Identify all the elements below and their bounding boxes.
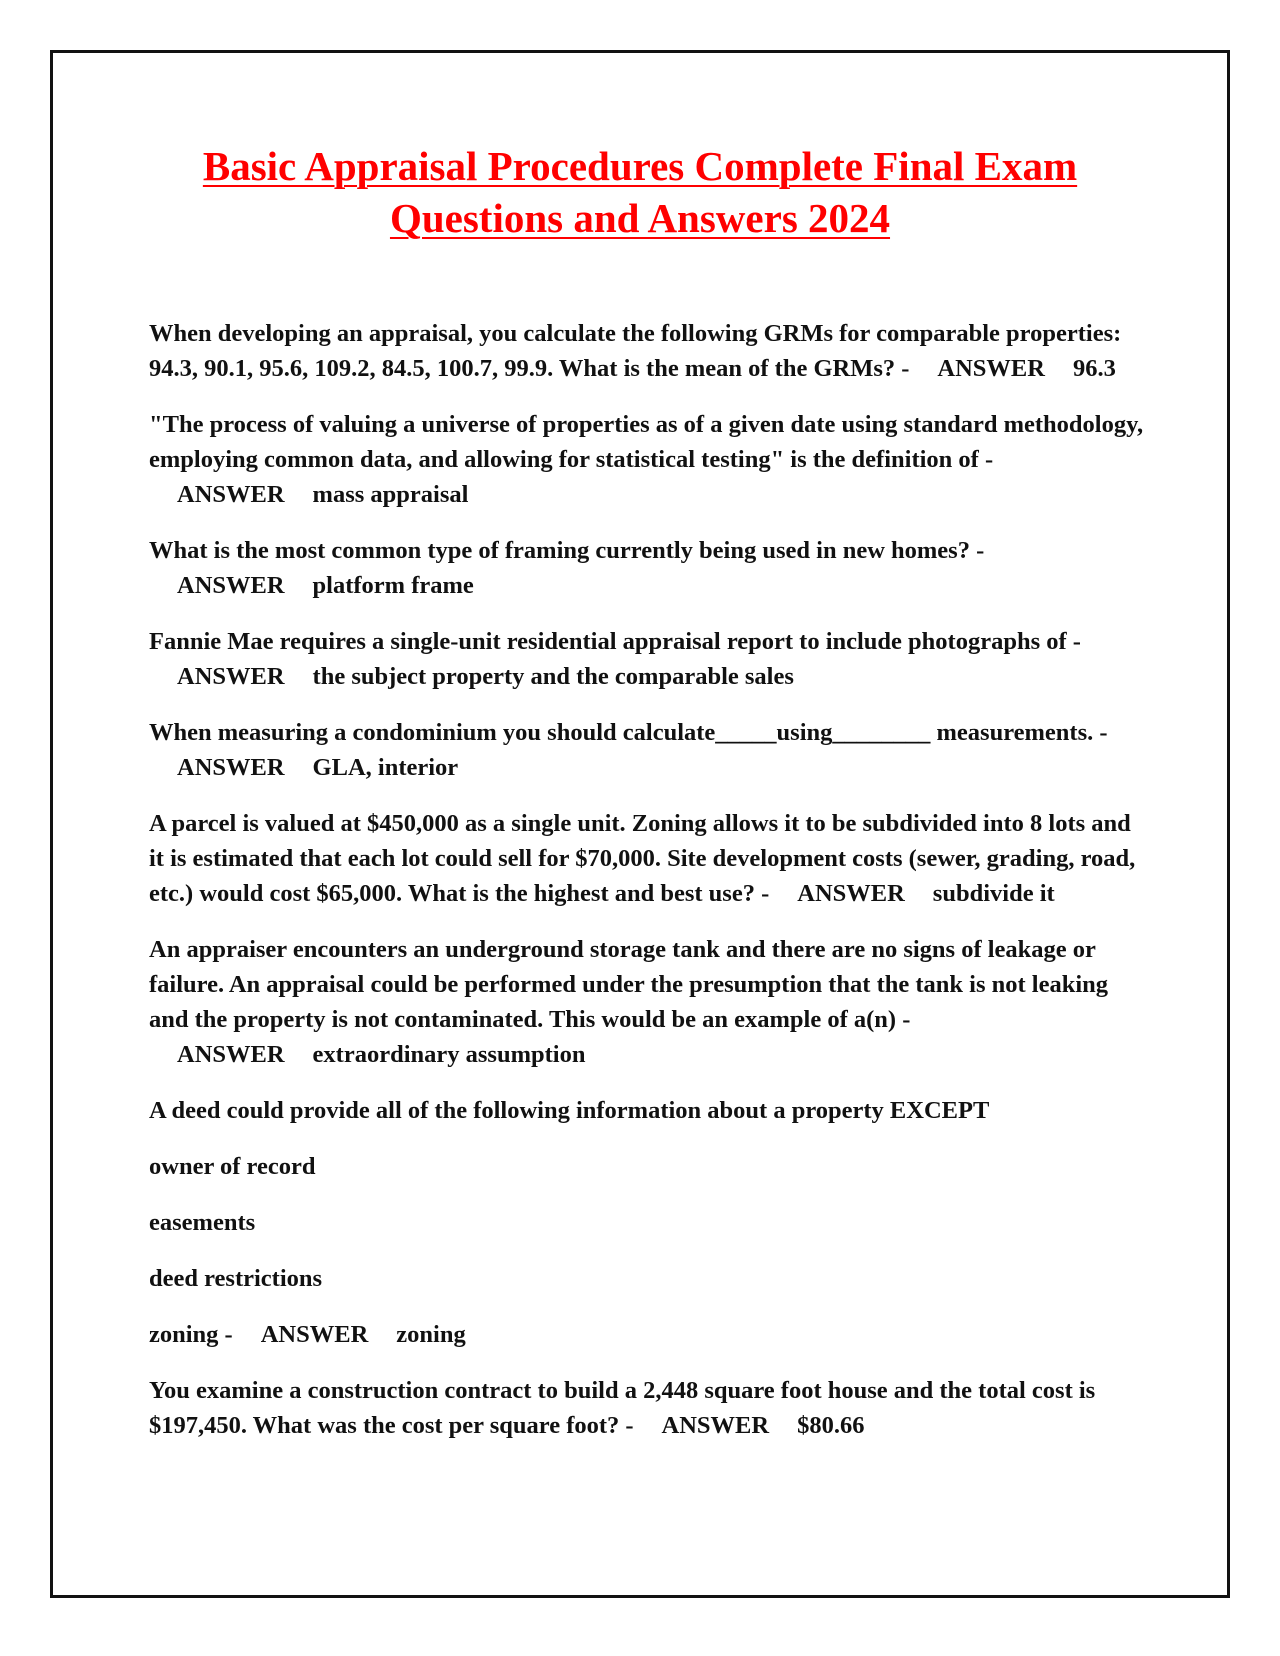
answer: the subject property and the comparable sales [312,663,794,690]
document-title [0,140,1280,244]
answer-label: ANSWER [177,1041,285,1068]
deed-option: zoning - [149,1321,233,1348]
question: When measuring a condominium you should calculate_____using________ measurements. - [149,719,1108,746]
deed-option: easements [149,1209,256,1236]
qa-item [149,407,1149,512]
answer-label: ANSWER [177,572,285,599]
question: Fannie Mae requires a single-unit residential appraisal report to include photographs of - [149,628,1081,655]
answer-label: ANSWER [177,481,285,508]
qa-list [149,316,1149,1464]
question: "The process of valuing a universe of properties as of a given date using standard methodology, employing common data, and allowing for statistical testing" is the definition of - [149,411,1144,473]
answer-label: ANSWER [661,1412,770,1439]
answer: mass appraisal [312,481,469,508]
qa-item [149,533,1149,603]
answer-label: ANSWER [797,880,905,907]
answer: GLA, interior [312,754,459,781]
qa-item [149,806,1149,911]
title-line-2: Questions and Answers 2024 [389,195,891,241]
answer: extraordinary assumption [312,1041,586,1068]
deed-option: deed restrictions [149,1265,323,1292]
question: You examine a construction contract to build a 2,448 square foot house and the total cost is $197,450. What was the cost per square foot? - [149,1377,1096,1439]
question: An appraiser encounters an underground storage tank and there are no signs of leakage or failure. An appraisal could be performed under the presumption that the tank is not leaking and the property is not contaminated. This would be an example of a(n) - [149,936,1109,1033]
answer: zoning [396,1321,466,1348]
title-line-1: Basic Appraisal Procedures Complete Final Exam [202,143,1078,189]
answer-label: ANSWER [177,754,285,781]
qa-item [149,316,1149,386]
deed-option: owner of record [149,1153,316,1180]
qa-item [149,715,1149,785]
question: A parcel is valued at $450,000 as a single unit. Zoning allows it to be subdivided into 8 lots and it is estimated that each lot could sell for $70,000. Site development costs (sewer, grading, road, etc.) would cost $65,000. What is the highest and best use? - [149,810,1136,907]
question: What is the most common type of framing currently being used in new homes? - [149,537,985,564]
answer-label: ANSWER [260,1321,369,1348]
qa-item [149,1373,1149,1443]
answer: 96.3 [1072,355,1116,382]
deed-question: A deed could provide all of the following information about a property EXCEPT [149,1097,990,1124]
answer: subdivide it [932,880,1055,907]
answer: $80.66 [797,1412,865,1439]
answer: platform frame [312,572,474,599]
question: When developing an appraisal, you calculate the following GRMs for comparable properties: 94.3, 90.1, 95.6, 109.2, 84.5, 100.7, 99.9. What is the mean of the GRMs? - [149,320,1122,382]
qa-item [149,624,1149,694]
qa-item [149,1317,1149,1352]
qa-item [149,932,1149,1072]
answer-label: ANSWER [177,663,285,690]
answer-label: ANSWER [937,355,1045,382]
